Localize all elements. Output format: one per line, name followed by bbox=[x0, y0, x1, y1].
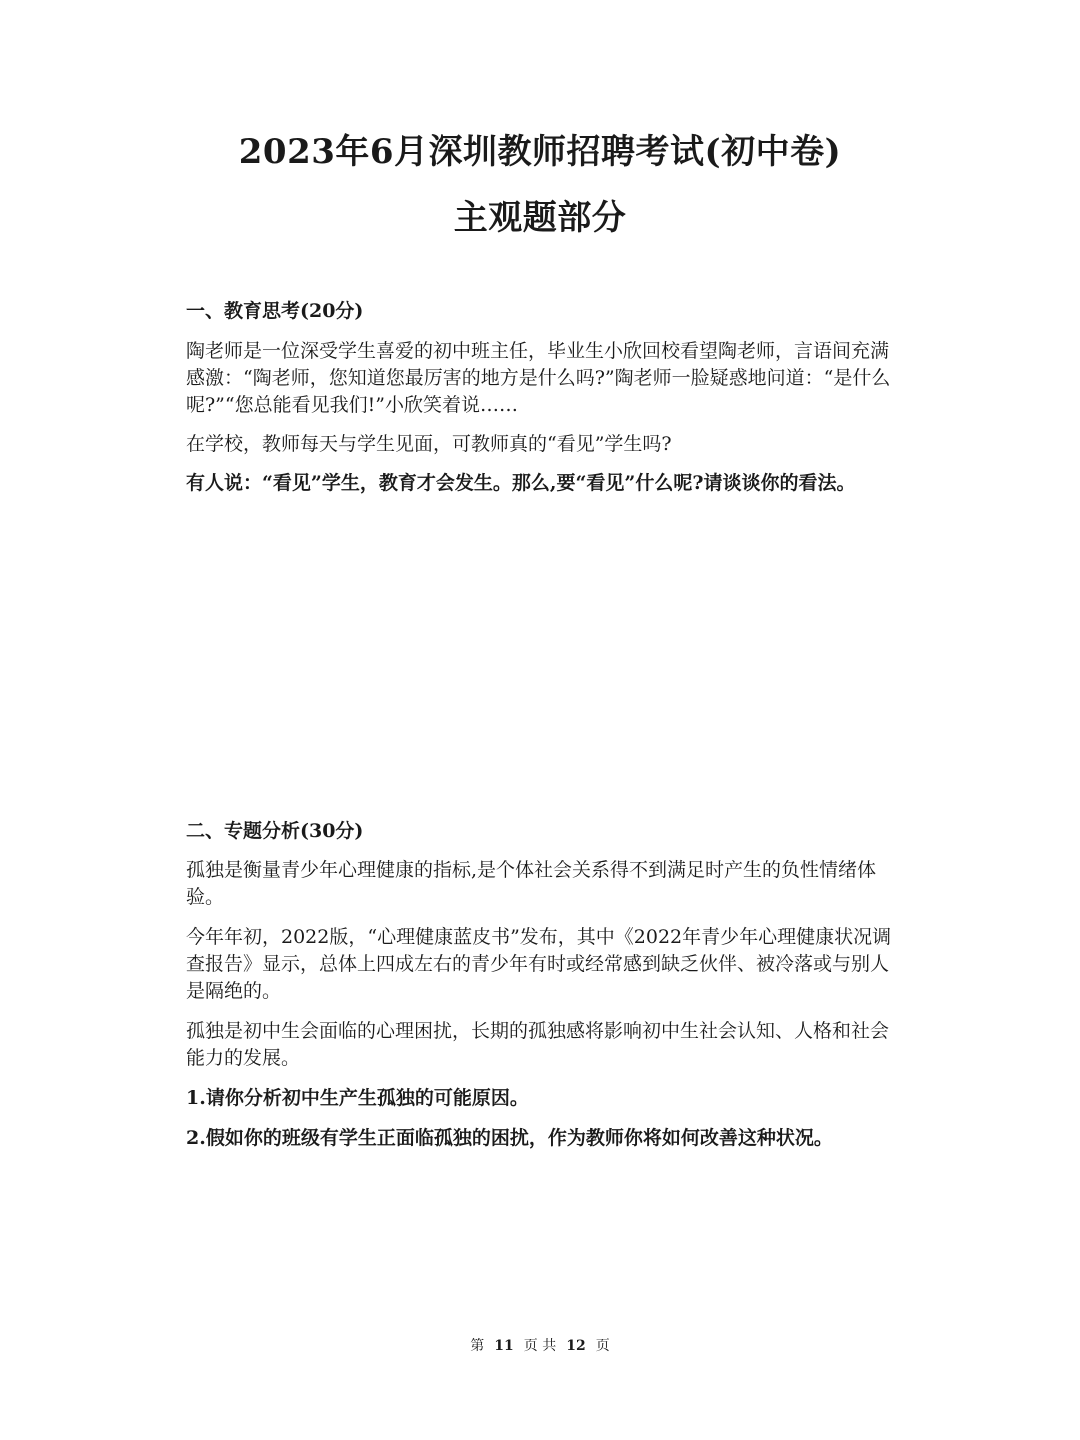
section-1-paragraph-1: 陶老师是一位深受学生喜爱的初中班主任，毕业生小欣回校看望陶老师，言语间充满感激：“陶老师，您知道您最厉害的地方是什么吗?”陶老师一脸疑惑地问道：“是什么呢?”“您总能看见我们!”小欣笑着说…… bbox=[186, 340, 891, 416]
page-footer bbox=[0, 1336, 1080, 1356]
footer-prefix: 第 bbox=[470, 1338, 485, 1354]
section-2-paragraph-2: 今年年初，2022版，“心理健康蓝皮书”发布，其中《2022年青少年心理健康状况调查报告》显示，总体上四成左右的青少年有时或经常感到缺乏伙伴、被冷落或与别人是隔绝的。 bbox=[186, 926, 892, 1002]
footer-suffix: 页 bbox=[595, 1338, 610, 1354]
page-subtitle: 主观题部分 bbox=[453, 198, 627, 238]
section-2-paragraph-1: 孤独是衡量青少年心理健康的指标,是个体社会关系得不到满足时产生的负性情绪体验。 bbox=[186, 859, 877, 908]
section-1-question: 有人说：“看见”学生，教育才会发生。那么,要“看见”什么呢?请谈谈你的看法。 bbox=[186, 472, 856, 494]
section-1-paragraph-2: 在学校，教师每天与学生见面，可教师真的“看见”学生吗? bbox=[186, 433, 672, 455]
footer-total-pages: 12 bbox=[566, 1338, 586, 1354]
section-1-heading: 一、教育思考(20分) bbox=[186, 300, 364, 322]
footer-current-page: 11 bbox=[494, 1338, 514, 1354]
section-2-heading: 二、专题分析(30分) bbox=[186, 820, 364, 842]
section-2-question-2: 2.假如你的班级有学生正面临孤独的困扰，作为教师你将如何改善这种状况。 bbox=[186, 1127, 833, 1149]
page-title: 2023年6月深圳教师招聘考试(初中卷) bbox=[238, 132, 842, 172]
section-2-question-1: 1.请你分析初中生产生孤独的可能原因。 bbox=[186, 1087, 529, 1109]
section-2-paragraph-3: 孤独是初中生会面临的心理困扰，长期的孤独感将影响初中生社会认知、人格和社会能力的发展。 bbox=[186, 1020, 890, 1069]
footer-middle: 页 共 bbox=[523, 1338, 557, 1354]
